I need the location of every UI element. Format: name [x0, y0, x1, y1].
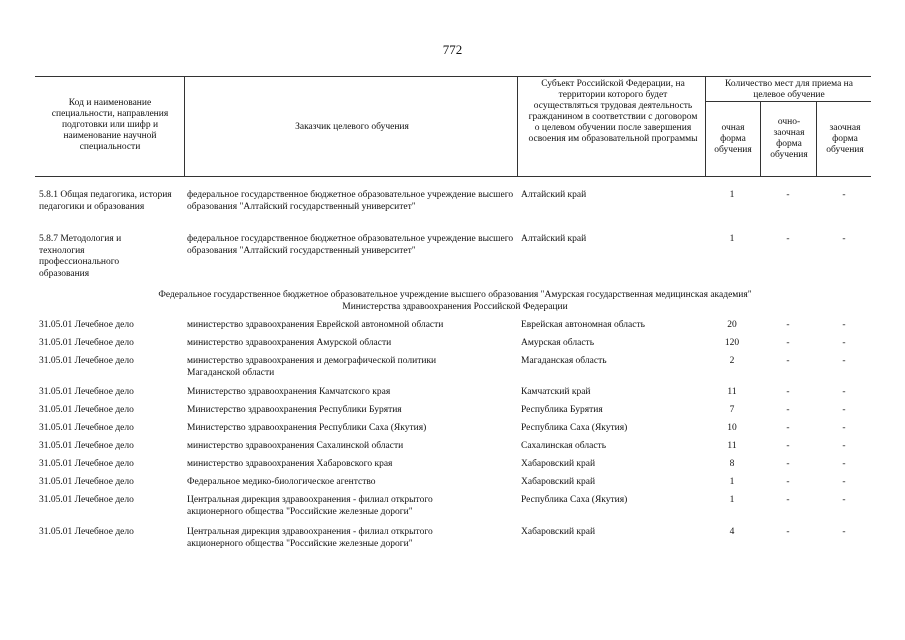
- extramural-count: -: [842, 190, 846, 200]
- institution-name: Федеральное государственное бюджетное образовательное учреждение высшего образования "Амурская государственная медицинская академия": [158, 290, 752, 300]
- region-name: Амурская область: [521, 338, 595, 348]
- part-time-count: -: [786, 320, 790, 330]
- specialty-code: 31.05.01 Лечебное дело: [39, 459, 134, 469]
- customer-name: Федеральное медико-биологическое агентство: [187, 477, 376, 487]
- region-name: Алтайский край: [521, 234, 587, 244]
- full-time-count: 1: [729, 477, 735, 487]
- extramural-count: -: [842, 405, 846, 415]
- part-time-count: -: [786, 338, 790, 348]
- group-header-divider: [705, 101, 871, 102]
- customer-name: Центральная дирекция здравоохранения - филиал открытого акционерного общества "Российские железные дороги": [187, 495, 433, 517]
- customer-name: Министерство здравоохранения Камчатского края: [187, 387, 391, 397]
- part-time-count: -: [786, 495, 790, 505]
- full-time-count: 20: [727, 320, 737, 330]
- header-full-time: очная форма обучения: [714, 123, 752, 155]
- specialty-code: 31.05.01 Лечебное дело: [39, 423, 134, 433]
- customer-name: министерство здравоохранения Еврейской автономной области: [187, 320, 444, 330]
- customer-name: министерство здравоохранения Амурской области: [187, 338, 392, 348]
- specialty-code: 31.05.01 Лечебное дело: [39, 441, 134, 451]
- table-top-border: [35, 76, 871, 77]
- extramural-count: -: [842, 356, 846, 366]
- region-name: Республика Бурятия: [521, 405, 603, 415]
- part-time-count: -: [786, 387, 790, 397]
- extramural-count: -: [842, 441, 846, 451]
- customer-name: министерство здравоохранения и демографической политики Магаданской области: [187, 356, 437, 378]
- institution-heading: [40, 290, 870, 313]
- region-name: Сахалинская область: [521, 441, 607, 451]
- part-time-count: -: [786, 190, 790, 200]
- region-name: Еврейская автономная область: [521, 320, 645, 330]
- part-time-count: -: [786, 356, 790, 366]
- specialty-code: 31.05.01 Лечебное дело: [39, 356, 134, 366]
- full-time-count: 1: [729, 234, 735, 244]
- extramural-count: -: [842, 459, 846, 469]
- region-name: Хабаровский край: [521, 477, 596, 487]
- column-divider: [816, 101, 817, 176]
- full-time-count: 11: [727, 441, 737, 451]
- part-time-count: -: [786, 405, 790, 415]
- region-name: Республика Саха (Якутия): [521, 423, 628, 433]
- region-name: Магаданская область: [521, 356, 607, 366]
- full-time-count: 11: [727, 387, 737, 397]
- header-customer: Заказчик целевого обучения: [295, 122, 409, 132]
- specialty-code: 31.05.01 Лечебное дело: [39, 477, 134, 487]
- part-time-count: -: [786, 527, 790, 537]
- extramural-count: -: [842, 495, 846, 505]
- column-divider: [760, 101, 761, 176]
- header-region: Субъект Российской Федерации, на территории которого будет осуществляться трудовая деятельность гражданином в соответствии с договором о целевом обучении после завершения освоения им образовательной программы: [528, 79, 698, 144]
- specialty-code: 31.05.01 Лечебное дело: [39, 387, 134, 397]
- full-time-count: 120: [724, 338, 740, 348]
- region-name: Хабаровский край: [521, 459, 596, 469]
- customer-name: министерство здравоохранения Сахалинской области: [187, 441, 404, 451]
- customer-name: Министерство здравоохранения Республики Бурятия: [187, 405, 402, 415]
- full-time-count: 1: [729, 495, 735, 505]
- specialty-code: 31.05.01 Лечебное дело: [39, 338, 134, 348]
- specialty-code: 5.8.1 Общая педагогика, история педагогики и образования: [39, 190, 172, 212]
- full-time-count: 8: [729, 459, 735, 469]
- part-time-count: -: [786, 441, 790, 451]
- customer-name: федеральное государственное бюджетное образовательное учреждение высшего образования "Алтайский государственный университет": [187, 190, 514, 212]
- institution-ministry: Министерства здравоохранения Российской Федерации: [342, 301, 568, 312]
- column-divider: [517, 76, 518, 176]
- customer-name: Центральная дирекция здравоохранения - филиал открытого акционерного общества "Российские железные дороги": [187, 527, 433, 549]
- customer-name: федеральное государственное бюджетное образовательное учреждение высшего образования "Алтайский государственный университет": [187, 234, 514, 256]
- extramural-count: -: [842, 320, 846, 330]
- extramural-count: -: [842, 387, 846, 397]
- page-number: 772: [442, 42, 463, 57]
- extramural-count: -: [842, 234, 846, 244]
- specialty-code: 31.05.01 Лечебное дело: [39, 495, 134, 505]
- extramural-count: -: [842, 423, 846, 433]
- specialty-code: 31.05.01 Лечебное дело: [39, 405, 134, 415]
- part-time-count: -: [786, 459, 790, 469]
- specialty-code: 5.8.7 Методология и технология профессионального образования: [39, 234, 122, 279]
- specialty-code: 31.05.01 Лечебное дело: [39, 320, 134, 330]
- header-extramural: заочная форма обучения: [826, 123, 864, 155]
- header-part-time: очно-заочная форма обучения: [770, 117, 808, 160]
- full-time-count: 2: [729, 356, 735, 366]
- region-name: Республика Саха (Якутия): [521, 495, 628, 505]
- customer-name: министерство здравоохранения Хабаровского края: [187, 459, 393, 469]
- specialty-code: 31.05.01 Лечебное дело: [39, 527, 134, 537]
- part-time-count: -: [786, 477, 790, 487]
- part-time-count: -: [786, 234, 790, 244]
- header-places-group: Количество мест для приема на целевое обучение: [725, 79, 853, 100]
- full-time-count: 7: [729, 405, 735, 415]
- extramural-count: -: [842, 477, 846, 487]
- header-specialty: Код и наименование специальности, направления подготовки или шифр и наименование научной специальности: [51, 98, 169, 152]
- header-bottom-border: [35, 176, 871, 177]
- extramural-count: -: [842, 338, 846, 348]
- full-time-count: 4: [729, 527, 735, 537]
- full-time-count: 10: [727, 423, 737, 433]
- part-time-count: -: [786, 423, 790, 433]
- region-name: Хабаровский край: [521, 527, 596, 537]
- customer-name: Министерство здравоохранения Республики Саха (Якутия): [187, 423, 427, 433]
- region-name: Камчатский край: [521, 387, 591, 397]
- full-time-count: 1: [729, 190, 735, 200]
- extramural-count: -: [842, 527, 846, 537]
- column-divider: [184, 76, 185, 176]
- column-divider: [705, 76, 706, 176]
- region-name: Алтайский край: [521, 190, 587, 200]
